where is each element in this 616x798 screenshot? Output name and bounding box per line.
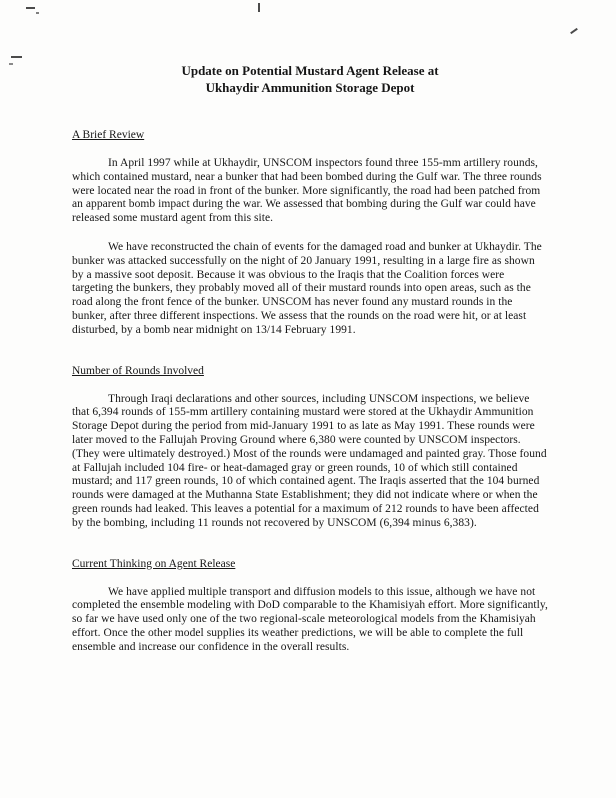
scan-artifact	[9, 63, 13, 65]
document-title-line2: Ukhaydir Ammunition Storage Depot	[205, 80, 415, 95]
section-heading-brief-review: A Brief Review	[72, 129, 145, 141]
document-title-line1: Update on Potential Mustard Agent Release at	[181, 63, 439, 78]
section-heading-current-thinking: Current Thinking on Agent Release	[72, 557, 236, 570]
paragraph: Through Iraqi declarations and other sources, including UNSCOM inspections, we believe that 6,394 rounds of 155-mm artillery containing mustard were stored at the Ukhaydir Ammunition Storage Depot during the period from mid-January 1991 to as late as May 1991. These rounds were later moved to the Fallujah Proving Ground where 6,380 were counted by UNSCOM inspectors. (They were ultimately destroyed.) Most of the rounds were undamaged and painted gray. Those found at Fallujah included 104 fire- or heat-damaged gray or green rounds, 10 of which still contained mustard; and 117 green rounds, 10 of which contained agent. The Iraqis asserted that the 104 burned rounds were damaged at the Muthanna State Establishment; they did not indicate where or when the green rounds had leaked. This leaves a potential for a maximum of 212 rounds to have been affected by the bombing, including 11 rounds not recovered by UNSCOM (6,394 minus 6,383).	[72, 392, 547, 529]
scan-artifact	[26, 7, 35, 9]
paragraph: In April 1997 while at Ukhaydir, UNSCOM inspectors found three 155-mm artillery rounds, which contained mustard, near a bunker that had been bombed during the Gulf war. The three rounds were located near the road in front of the bunker. More significantly, the road had been patched from an apparent bomb impact during the war. We assessed that bombing during the Gulf war could have released some mustard agent from this site.	[72, 157, 542, 225]
scan-artifact	[258, 3, 260, 12]
scan-artifact	[570, 28, 578, 34]
scan-artifact	[36, 12, 39, 14]
paragraph: We have applied multiple transport and diffusion models to this issue, although we have not completed the ensemble modeling with DoD comparable to the Khamisiyah effort. More significantly, so far we have used only one of the two regional-scale meteorological models from the Khamisiyah effort. Once the other model supplies its weather predictions, we will be able to complete the full ensemble and increase our confidence in the overall results.	[72, 585, 548, 653]
section-current-thinking	[72, 557, 548, 655]
paragraph: We have reconstructed the chain of events for the damaged road and bunker at Ukhaydir. The bunker was attacked successfully on the night of 20 January 1991, resulting in a large fire as shown by a massive soot deposit. Because it was obvious to the Iraqis that the Coalition forces were targeting the bunkers, they probably moved all of their mustard rounds into open areas, such as the road along the front fence of the bunker. UNSCOM has never found any mustard rounds in the bunker, after three different inspections. We assess that the rounds on the road were hit, or at least disturbed, by a bomb near midnight on 13/14 February 1991.	[72, 240, 542, 336]
section-heading-number-of-rounds: Number of Rounds Involved	[72, 364, 204, 377]
document-content	[72, 62, 548, 670]
scan-artifact	[11, 56, 22, 58]
document-title	[72, 62, 548, 96]
section-number-of-rounds	[72, 364, 548, 531]
section-brief-review	[72, 128, 548, 338]
